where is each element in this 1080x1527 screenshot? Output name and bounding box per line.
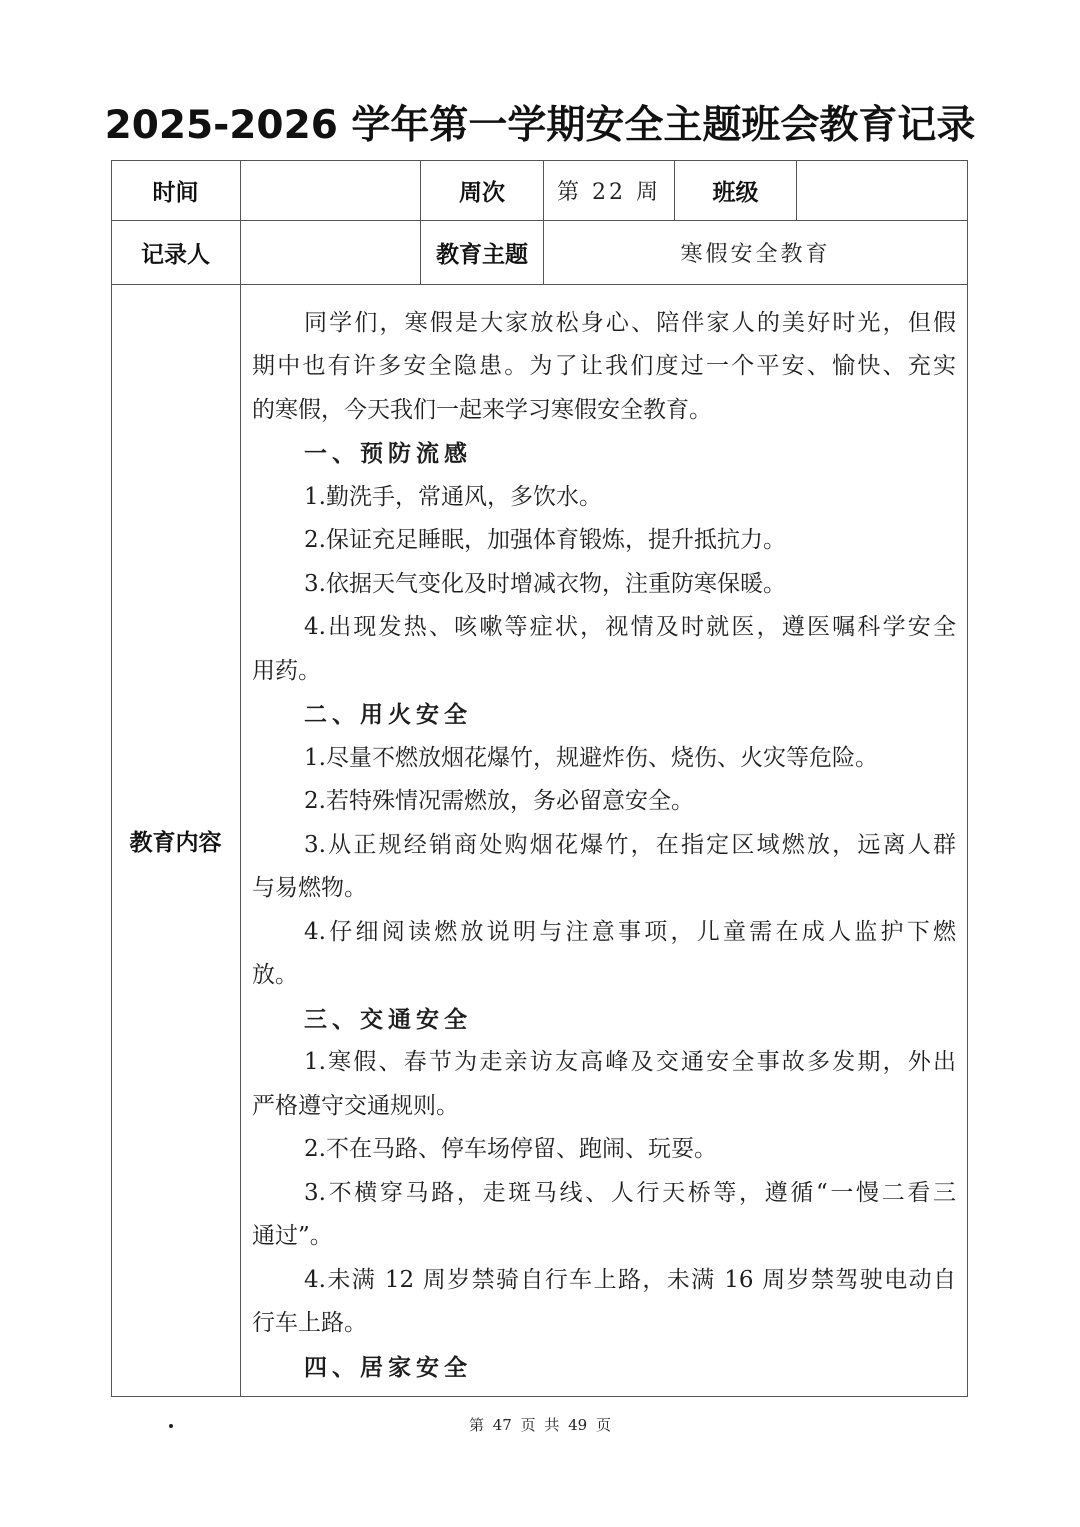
content-line: 期中也有许多安全隐患。为了让我们度过一个平安、愉快、充实 — [252, 353, 956, 379]
content-line: 严格遵守交通规则。 — [252, 1093, 459, 1119]
content-line: 3.从正规经销商处购烟花爆竹，在指定区域燃放，远离人群 — [304, 832, 956, 858]
time-value — [241, 160, 420, 220]
content-line: 行车上路。 — [252, 1310, 367, 1336]
content-line: 与易燃物。 — [252, 875, 367, 901]
time-label: 时间 — [152, 179, 199, 206]
content-line: 1.尽量不燃放烟花爆竹，规避炸伤、烧伤、火灾等危险。 — [304, 745, 878, 771]
recorder-label: 记录人 — [141, 241, 210, 268]
theme-value: 寒假安全教育 — [680, 241, 831, 267]
content-line: 3.依据天气变化及时增减衣物，注重防寒保暖。 — [304, 571, 786, 597]
content-label: 教育内容 — [129, 829, 222, 856]
content-line: 通过”。 — [252, 1223, 333, 1249]
section-heading: 二、用火安全 — [304, 701, 472, 728]
content-line: 1.寒假、春节为走亲访友高峰及交通安全事故多发期，外出 — [304, 1049, 956, 1075]
content-line: 放。 — [252, 962, 298, 988]
content-line: 用药。 — [252, 658, 321, 684]
content-line: 1.勤洗手，常通风，多饮水。 — [304, 484, 602, 510]
content-line: 2.若特殊情况需燃放，务必留意安全。 — [304, 788, 694, 814]
col-divider-label — [240, 160, 241, 1397]
section-heading: 三、交通安全 — [304, 1006, 472, 1033]
week-value: 第 22 周 — [557, 179, 661, 205]
class-value — [797, 160, 967, 220]
theme-label: 教育主题 — [436, 241, 528, 268]
content-line: 同学们，寒假是大家放松身心、陪伴家人的美好时光，但假 — [304, 310, 956, 336]
section-heading: 四、居家安全 — [304, 1354, 472, 1381]
class-label: 班级 — [712, 179, 759, 206]
recorder-value — [241, 220, 420, 284]
content-line: 2.不在马路、停车场停留、跑闹、玩耍。 — [304, 1136, 717, 1162]
content-line: 4.出现发热、咳嗽等症状，视情及时就医，遵医嘱科学安全 — [304, 614, 956, 640]
content-line: 3.不横穿马路，走斑马线、人行天桥等，遵循“一慢二看三 — [304, 1180, 956, 1206]
section-heading: 一、预防流感 — [304, 440, 472, 467]
content-line: 4.未满 12 周岁禁骑自行车上路，未满 16 周岁禁驾驶电动自 — [304, 1267, 956, 1293]
content-line: 的寒假，今天我们一起来学习寒假安全教育。 — [252, 397, 712, 423]
table-border-right — [967, 160, 968, 1397]
content-line: 4.仔细阅读燃放说明与注意事项，儿童需在成人监护下燃 — [304, 919, 956, 945]
content-line: 2.保证充足睡眠，加强体育锻炼，提升抵抗力。 — [304, 527, 786, 553]
page-number: 第 47 页 共 49 页 — [468, 1416, 611, 1434]
week-label: 周次 — [459, 179, 505, 206]
page-title: 2025-2026 学年第一学期安全主题班会教育记录 — [104, 103, 976, 148]
